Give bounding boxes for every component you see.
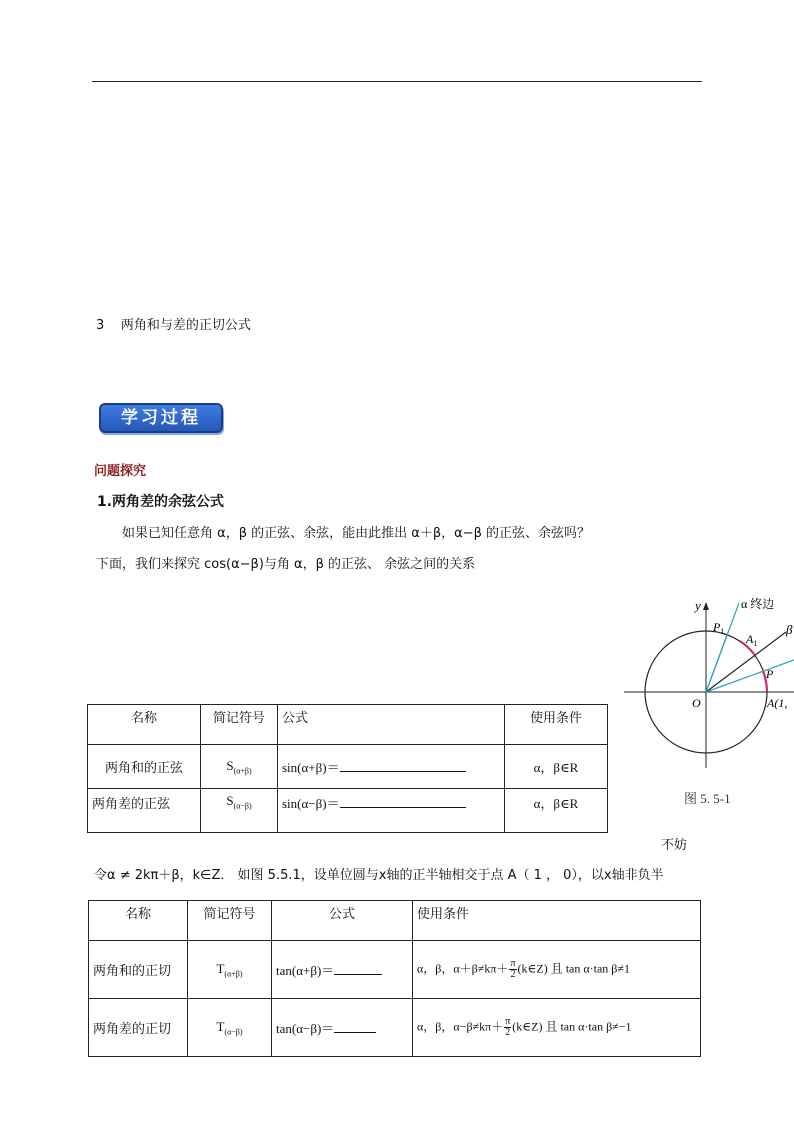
label-p1-sub: 1 xyxy=(720,627,725,636)
row-formula xyxy=(272,999,413,1057)
table-row xyxy=(88,745,608,789)
header-name: 名称 xyxy=(89,901,188,941)
row-name: 两角和的正弦 xyxy=(88,745,201,789)
symbol-letter: S xyxy=(226,757,234,773)
label-p1 xyxy=(712,620,724,636)
item-3-text: 两角和与差的正切公式 xyxy=(120,318,251,333)
fill-blank xyxy=(340,796,466,808)
label-beta: β xyxy=(786,622,793,637)
sine-formula-table xyxy=(87,704,608,833)
condition-start: α，β，α−β≠kπ＋ xyxy=(417,1019,504,1034)
fraction-numerator: π xyxy=(505,1016,511,1027)
condition-end: (k∈Z) 且 tan α·tan β≠1 xyxy=(517,961,631,976)
row-name: 两角差的正弦 xyxy=(88,789,201,833)
row-condition xyxy=(413,999,701,1057)
header-formula: 公式 xyxy=(278,705,505,745)
row-name: 两角和的正切 xyxy=(89,941,188,999)
y-axis-arrow xyxy=(703,602,709,610)
row-formula xyxy=(278,745,505,789)
header-formula: 公式 xyxy=(272,901,413,941)
heading-cosine-difference: 1.两角差的余弦公式 xyxy=(97,494,225,510)
row-symbol xyxy=(201,789,278,833)
row-condition xyxy=(413,941,701,999)
label-a1-letter: A xyxy=(746,632,754,646)
label-p1-letter: P xyxy=(713,620,721,634)
item-3-number: 3 xyxy=(96,318,105,333)
header-rule xyxy=(92,81,702,82)
symbol-letter: T xyxy=(216,960,225,976)
paragraph-question: 如果已知任意角 α，β 的正弦、余弦，能由此推出 α＋β，α−β 的正弦、余弦吗？ xyxy=(122,526,591,541)
row-formula xyxy=(272,941,413,999)
header-condition: 使用条件 xyxy=(413,901,701,941)
header-condition: 使用条件 xyxy=(505,705,608,745)
table-row xyxy=(89,941,701,999)
row-formula xyxy=(278,789,505,833)
item-3 xyxy=(96,314,251,333)
condition-end: (k∈Z) 且 tan α·tan β≠−1 xyxy=(512,1019,632,1034)
symbol-subscript: (α+β) xyxy=(233,766,252,776)
formula-text: tan(α−β)＝ xyxy=(276,1021,335,1036)
header-symbol: 简记符号 xyxy=(188,901,272,941)
p-ray xyxy=(706,660,794,692)
trailing-text: 不妨 xyxy=(661,838,688,853)
table-header-row xyxy=(88,705,608,745)
formula-text: sin(α−β)＝ xyxy=(282,796,340,811)
symbol-letter: S xyxy=(226,793,234,808)
row-condition: α，β∈R xyxy=(505,789,608,833)
symbol-letter: T xyxy=(216,1018,225,1034)
condition-start: α，β，α＋β≠kπ＋ xyxy=(417,961,509,976)
fill-blank xyxy=(334,1021,376,1033)
label-alpha-side: α 终边 xyxy=(741,597,775,611)
section-banner: 学习过程 xyxy=(99,403,223,433)
section-heading: 问题探究 xyxy=(94,464,147,479)
fill-blank xyxy=(340,760,466,772)
row-symbol xyxy=(201,745,278,789)
fill-blank xyxy=(334,963,382,975)
label-a: A(1, xyxy=(767,696,788,710)
formula-text: sin(α+β)＝ xyxy=(282,760,340,775)
paragraph-explore: 下面，我们来探究 cos(α−β)与角 α，β 的正弦、 余弦之间的关系 xyxy=(96,557,476,572)
label-a1 xyxy=(745,632,757,648)
table-row xyxy=(88,789,608,833)
figure-caption: 图 5. 5-1 xyxy=(684,791,731,806)
label-p: P xyxy=(766,667,774,681)
header-name: 名称 xyxy=(88,705,201,745)
symbol-subscript: (α−β) xyxy=(224,1027,243,1037)
paragraph-setup: 令α ≠ 2kπ＋β，k∈Z． 如图 5.5.1，设单位圆与x轴的正半轴相交于点 A（ 1 ， 0），以x轴非负半 xyxy=(94,868,664,883)
label-y: y xyxy=(695,598,701,613)
row-symbol xyxy=(188,941,272,999)
pi-over-2 xyxy=(509,959,516,980)
row-name: 两角差的正切 xyxy=(89,999,188,1057)
formula-text: tan(α+β)＝ xyxy=(276,963,335,978)
table-row xyxy=(89,999,701,1057)
tangent-formula-table xyxy=(88,900,701,1057)
row-symbol xyxy=(188,999,272,1057)
label-origin: O xyxy=(692,696,701,710)
fraction-denominator: 2 xyxy=(505,1027,511,1038)
header-symbol: 简记符号 xyxy=(201,705,278,745)
fraction-numerator: π xyxy=(510,958,516,969)
fraction-denominator: 2 xyxy=(510,969,516,980)
symbol-subscript: (α+β) xyxy=(224,969,243,979)
unit-circle-figure xyxy=(620,588,794,810)
table-header-row xyxy=(89,901,701,941)
pi-over-2 xyxy=(504,1017,511,1038)
row-condition: α，β∈R xyxy=(505,745,608,789)
label-a1-sub: 1 xyxy=(753,639,758,648)
symbol-subscript: (α−β) xyxy=(233,801,252,811)
